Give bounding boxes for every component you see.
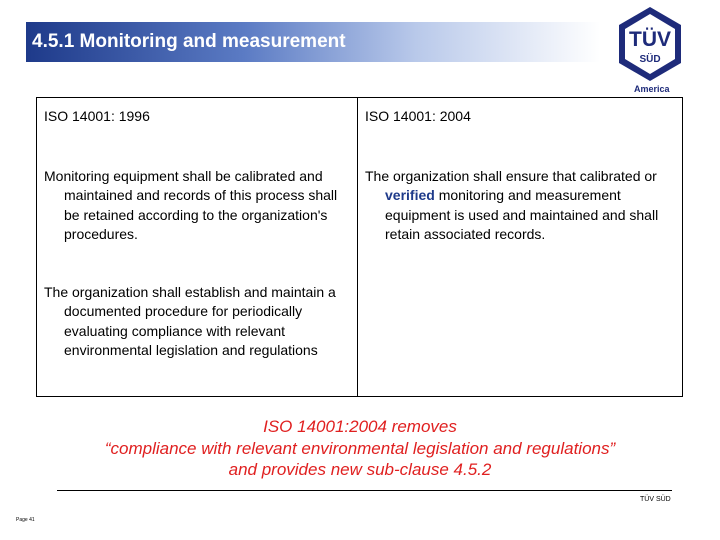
paragraph-2004-text-b: monitoring and measurement equipment is used and maintained and shall retain associated records. [385, 187, 659, 242]
paragraph-2004-text-a: The organization shall ensure that calibrated or [365, 168, 657, 184]
logo-region: America [634, 84, 670, 94]
column-divider [357, 97, 358, 397]
change-note [60, 416, 660, 481]
tuv-sud-logo [615, 5, 685, 85]
page-number: Page 41 [16, 517, 35, 523]
slide-title: 4.5.1 Monitoring and measurement [32, 31, 346, 52]
paragraph-1996-calibration: Monitoring equipment shall be calibrated and maintained and records of this process shall be retained according to the organization's procedures. [44, 168, 338, 242]
footer-brand: TÜV SÜD [640, 496, 671, 503]
header-iso-1996: ISO 14001: 1996 [44, 108, 150, 124]
paragraph-1996-compliance: The organization shall establish and maintain a documented procedure for periodically evaluating compliance with relevant environmental legislation and regulations [44, 284, 336, 358]
logo-line-1: TÜV [629, 28, 671, 51]
logo-line-2: SÜD [639, 54, 661, 65]
note-line-3: and provides new sub-clause 4.5.2 [228, 460, 492, 479]
paragraph-2004-calibration [365, 167, 675, 244]
note-line-1: ISO 14001:2004 removes [263, 417, 457, 436]
verified-highlight: verified [385, 187, 435, 204]
footer-divider [57, 490, 672, 491]
header-iso-2004: ISO 14001: 2004 [365, 108, 471, 124]
note-line-2: “compliance with relevant environmental legislation and regulations” [104, 438, 616, 458]
